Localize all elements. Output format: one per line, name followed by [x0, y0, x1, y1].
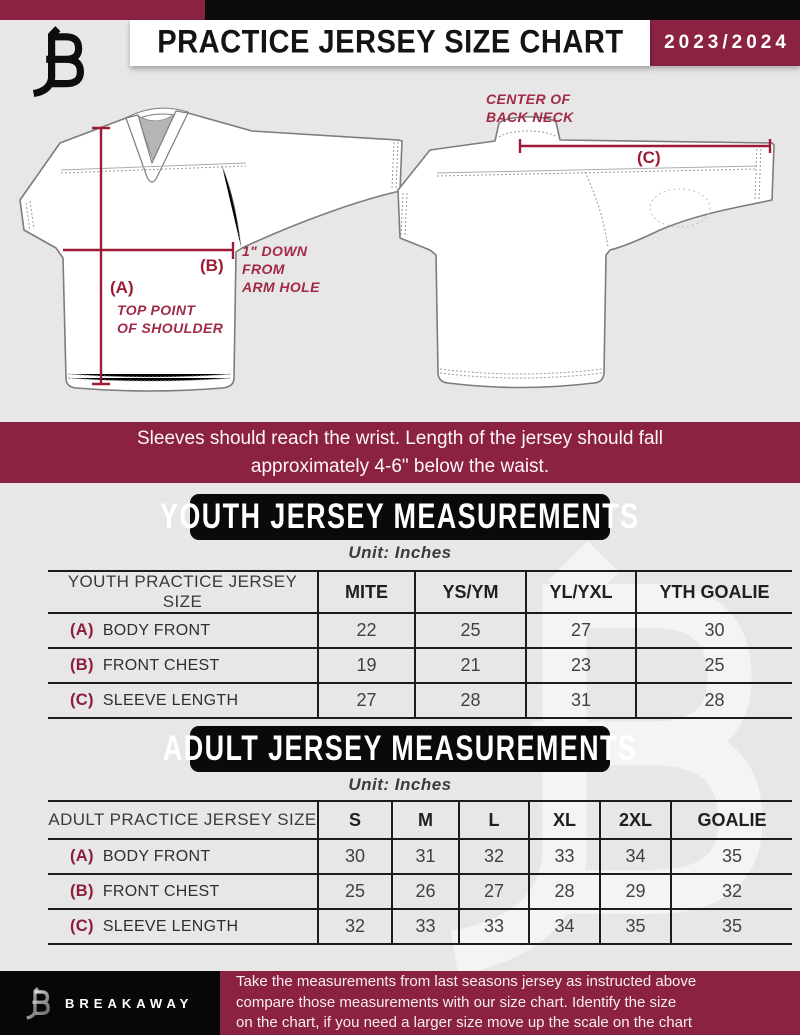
size-cell: 35 — [600, 909, 671, 944]
size-header: YTH GOALIE — [636, 571, 792, 613]
footer-note-line2: compare those measurements with our size chart. Identify the size — [236, 993, 677, 1011]
footer — [0, 971, 800, 1035]
footer-instructions — [220, 971, 800, 1035]
size-header: YL/YXL — [526, 571, 636, 613]
measure-b-tag: (B) — [200, 256, 224, 275]
adult-col-title: ADULT PRACTICE JERSEY SIZE — [48, 801, 318, 839]
season-label: 2023/2024 — [664, 32, 790, 53]
fit-notice-line2: approximately 4-6" below the waist. — [250, 456, 550, 477]
size-cell: 32 — [318, 909, 392, 944]
table-row — [48, 839, 792, 874]
adult-table-header-row — [48, 801, 792, 839]
size-header: YS/YM — [415, 571, 526, 613]
table-row — [48, 683, 792, 718]
size-cell: 28 — [529, 874, 600, 909]
size-header: 2XL — [600, 801, 671, 839]
season-badge — [650, 20, 800, 66]
brand-name: BREAKAWAY — [65, 995, 194, 1011]
adult-size-table — [48, 800, 792, 945]
measure-c-tag: (C) — [637, 148, 661, 167]
top-bar-accent — [0, 0, 205, 20]
adult-heading: ADULT JERSEY MEASUREMENTS — [162, 728, 638, 768]
size-cell: 34 — [529, 909, 600, 944]
adult-heading-box — [162, 726, 638, 772]
size-cell: 33 — [392, 909, 459, 944]
adult-unit-label: Unit: Inches — [348, 775, 452, 794]
table-row — [48, 874, 792, 909]
size-header: MITE — [318, 571, 415, 613]
size-cell: 27 — [459, 874, 529, 909]
size-header: M — [392, 801, 459, 839]
top-bar — [0, 0, 800, 20]
breakaway-logo-icon — [26, 26, 88, 103]
youth-heading: YOUTH JERSEY MEASUREMENTS — [160, 496, 640, 536]
size-header: L — [459, 801, 529, 839]
fit-notice-banner — [0, 422, 800, 483]
measure-tag: (A) — [70, 621, 94, 639]
size-cell: 34 — [600, 839, 671, 874]
size-cell: 19 — [318, 648, 415, 683]
size-cell: 25 — [415, 613, 526, 648]
size-cell: 31 — [392, 839, 459, 874]
size-header: GOALIE — [671, 801, 792, 839]
size-cell: 25 — [636, 648, 792, 683]
size-cell: 33 — [529, 839, 600, 874]
measure-tag: (A) — [70, 847, 94, 865]
table-row — [48, 613, 792, 648]
measure-tag: (C) — [70, 917, 94, 935]
size-cell: 30 — [318, 839, 392, 874]
breakaway-logo-small-icon — [24, 987, 51, 1020]
youth-size-table — [48, 570, 792, 719]
size-header: S — [318, 801, 392, 839]
youth-unit-label: Unit: Inches — [348, 543, 452, 562]
size-cell: 21 — [415, 648, 526, 683]
measure-label: SLEEVE LENGTH — [102, 918, 239, 935]
measure-label: FRONT CHEST — [102, 883, 220, 900]
size-cell: 28 — [415, 683, 526, 718]
youth-table-header-row — [48, 571, 792, 613]
size-header: XL — [529, 801, 600, 839]
size-cell: 27 — [526, 613, 636, 648]
size-cell: 27 — [318, 683, 415, 718]
measure-tag: (B) — [70, 882, 94, 900]
page-title: PRACTICE JERSEY SIZE CHART — [156, 24, 624, 61]
size-cell: 31 — [526, 683, 636, 718]
size-cell: 26 — [392, 874, 459, 909]
measure-label: FRONT CHEST — [102, 657, 220, 674]
size-cell: 32 — [459, 839, 529, 874]
size-cell: 30 — [636, 613, 792, 648]
size-cell: 33 — [459, 909, 529, 944]
footer-note-line3: on the chart, if you need a larger size move up the scale on the chart — [236, 1014, 693, 1032]
measure-label: SLEEVE LENGTH — [102, 692, 239, 709]
size-cell: 32 — [671, 874, 792, 909]
size-cell: 25 — [318, 874, 392, 909]
measure-tag: (B) — [70, 656, 94, 674]
measure-label: BODY FRONT — [102, 622, 211, 639]
youth-col-title: YOUTH PRACTICE JERSEY SIZE — [48, 571, 318, 613]
measure-tag: (C) — [70, 691, 94, 709]
youth-heading-box — [160, 494, 640, 540]
armhole-note: 1" DOWN FROM ARM HOLE — [242, 243, 320, 295]
fit-notice-line1: Sleeves should reach the wrist. Length of the jersey should fall — [137, 428, 663, 449]
measure-label: BODY FRONT — [102, 848, 211, 865]
size-cell: 35 — [671, 909, 792, 944]
center-back-neck-note: CENTER OF BACK NECK — [486, 91, 574, 125]
table-row — [48, 909, 792, 944]
table-row — [48, 648, 792, 683]
size-cell: 23 — [526, 648, 636, 683]
size-cell: 29 — [600, 874, 671, 909]
footer-brand-block — [0, 971, 220, 1035]
footer-note-line1: Take the measurements from last seasons jersey as instructed above — [236, 973, 697, 991]
measure-a-tag: (A) — [110, 278, 134, 297]
size-cell: 22 — [318, 613, 415, 648]
shoulder-note: TOP POINT OF SHOULDER — [117, 302, 224, 336]
page-title-box — [130, 20, 650, 66]
size-cell: 35 — [671, 839, 792, 874]
size-cell: 28 — [636, 683, 792, 718]
